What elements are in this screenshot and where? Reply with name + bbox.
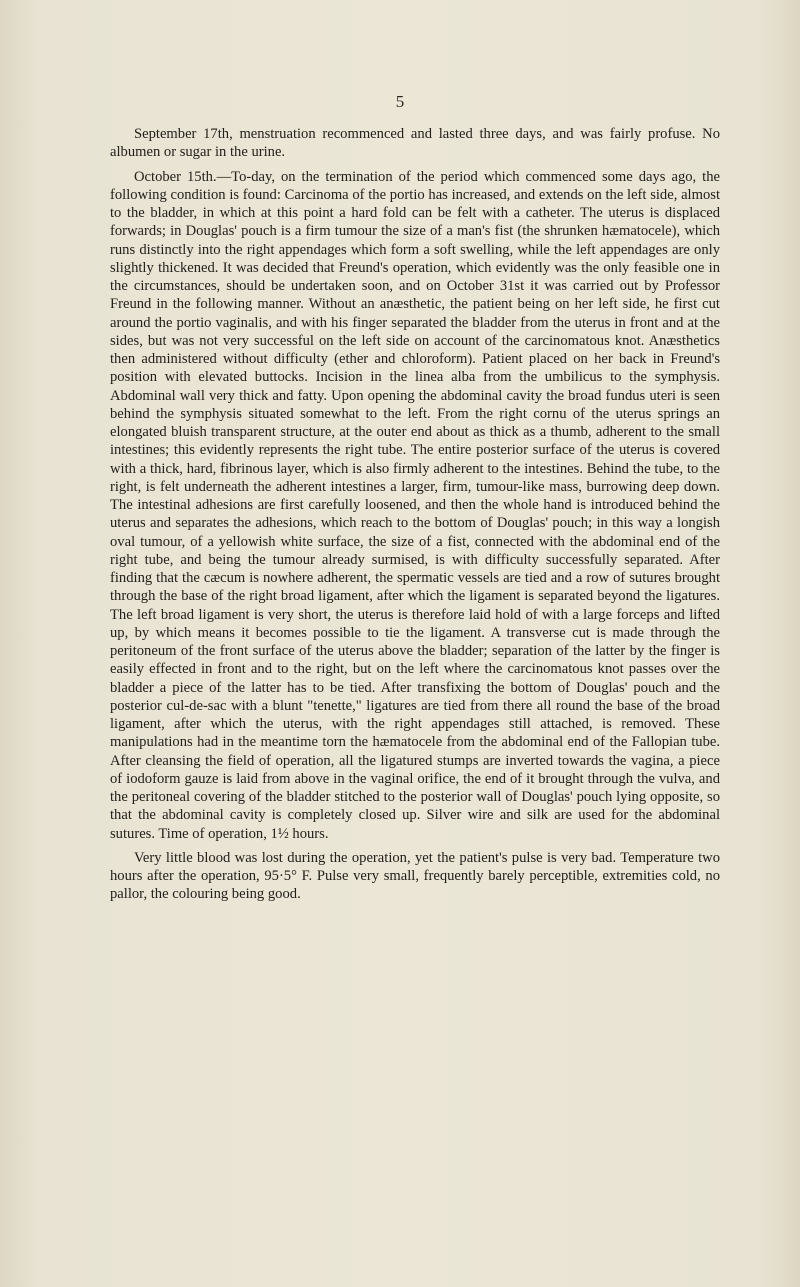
page-number: 5 (395, 92, 405, 111)
body-text (110, 125, 720, 910)
paragraph-operation: October 15th.—To-day, on the termination of the period which commenced some days ago, the following condition is found: Carcinoma of the portio has increased, and extends on the left side, almost to the bladder, in which at this point a hard fold can be felt with a catheter. The uterus is displaced forwards; in Douglas' pouch is a firm tumour the size of a man's fist (the shrunken hæmatocele), which runs distinctly into the right appendages which form a soft swelling, while the left appendages are only slightly thickened. It was decided that Freund's operation, which evidently was the only feasible one in the circumstances, should be undertaken soon, and on October 31st it was carried out by Professor Freund in the following manner. Without an anæsthetic, the patient being on her left side, he first cut around the portio vaginalis, and with his finger separated the bladder from the uterus in front and at the sides, but was not very successful on the left side on account of the carcinomatous knot. Anæsthetics then administered without difficulty (ether and chloroform). Patient placed on her back in Freund's position with elevated buttocks. Incision in the linea alba from the umbilicus to the symphysis. Abdominal wall very thick and fatty. Upon opening the abdominal cavity the broad fundus uteri is seen behind the symphysis situated somewhat to the left. From the right cornu of the uterus springs an elongated bluish transparent structure, at the outer end about as thick as a thumb, adherent to the small intestines; this evidently represents the right tube. The entire posterior surface of the uterus is covered with a thick, hard, fibrinous layer, which is also firmly adherent to the intestines. Behind the tube, to the right, is felt underneath the adherent intestines a larger, firm, tumour-like mass, burrowing deep down. The intestinal adhesions are first carefully loosened, and then the whole hand is introduced behind the uterus and separates the adhesions, which reach to the bottom of Douglas' pouch; in this way a longish oval tumour, of a yellowish white surface, the size of a fist, connected with the abdominal end of the right tube, and being the tumour already surmised, is with difficulty successfully separated. After finding that the cæcum is nowhere adherent, the spermatic vessels are tied and a row of sutures brought through the base of the right broad ligament, after which the ligament is separated beyond the ligatures. The left broad ligament is very short, the uterus is therefore laid hold of with a large forceps and lifted up, by which means it becomes possible to tie the ligament. A transverse cut is made through the peritoneum of the front surface of the uterus above the bladder; separation of the latter by the finger is easily effected in front and to the right, but on the left where the carcinomatous knot passes over the bladder a piece of the latter has to be tied. After transfixing the bottom of Douglas' pouch and the posterior cul-de-sac with a blunt "tenette," ligatures are tied from there all round the base of the broad ligament, after which the uterus, with the right appendages still attached, is removed. These manipulations had in the meantime torn the hæmatocele from the abdominal end of the Fallopian tube. After cleansing the field of operation, all the ligatured stumps are inverted towards the vagina, a piece of iodoform gauze is laid from above in the vaginal orifice, the end of it brought through the vulva, and the peritoneal covering of the bladder stitched to the posterior wall of Douglas' pouch lying opposite, so that the abdominal cavity is completely closed up. Silver wire and silk are used for the abdominal sutures. Time of operation, 1½ hours. (110, 168, 720, 842)
paragraph-menstruation: September 17th, menstruation recommenced and lasted three days, and was fairly profuse. No albumen or sugar in the urine. (110, 126, 720, 161)
paragraph-aftermath: Very little blood was lost during the operation, yet the patient's pulse is very bad. Temperature two hours after the operation, 95·5° F. Pulse very small, frequently barely perceptible, extremities cold, no pallor, the colouring being good. (110, 849, 720, 903)
